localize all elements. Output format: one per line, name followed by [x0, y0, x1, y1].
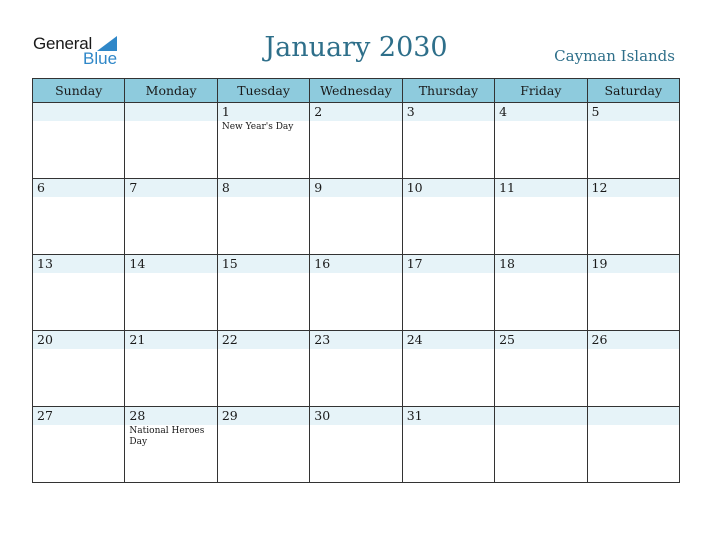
calendar-week-row: [33, 103, 680, 179]
day-number: 31: [406, 408, 423, 423]
calendar-day-cell: [33, 179, 125, 255]
day-number-band: [495, 407, 586, 425]
calendar-day-cell: [33, 103, 125, 179]
country-label: Cayman Islands: [554, 47, 675, 65]
calendar-day-cell: [125, 255, 217, 331]
day-number: 28: [129, 408, 146, 423]
calendar-day-cell: [310, 331, 402, 407]
day-number: 9: [314, 180, 323, 195]
calendar-day-cell: [125, 179, 217, 255]
day-number-band: [125, 255, 216, 273]
day-number-band: [588, 103, 679, 121]
day-number-band: [588, 255, 679, 273]
day-number-band: [33, 255, 124, 273]
day-number-band: [495, 331, 586, 349]
day-number-band: [125, 331, 216, 349]
day-number-band: [403, 331, 494, 349]
weekday-header-sunday: Sunday: [33, 79, 125, 103]
day-number-band: [218, 407, 309, 425]
calendar-day-cell: [587, 407, 679, 483]
day-number: 3: [406, 104, 415, 119]
day-number: 4: [499, 104, 508, 119]
day-number-band: [33, 179, 124, 197]
day-number: 20: [37, 332, 53, 347]
calendar-day-cell: [125, 103, 217, 179]
day-number-band: [495, 103, 586, 121]
day-number: 19: [591, 256, 608, 271]
weekday-header-friday: Friday: [495, 79, 587, 103]
day-number-band: [403, 255, 494, 273]
day-number: 24: [406, 332, 423, 347]
day-number-band: [33, 331, 124, 349]
calendar-week-row: [33, 331, 680, 407]
calendar-day-cell: [587, 331, 679, 407]
calendar-day-cell: [495, 103, 587, 179]
day-number-band: [588, 407, 679, 425]
day-number: 13: [37, 256, 53, 271]
weekday-header-wednesday: Wednesday: [310, 79, 402, 103]
day-number-band: [125, 407, 216, 425]
day-number-band: [33, 103, 124, 121]
calendar-day-cell: [495, 179, 587, 255]
day-number-band: [495, 255, 586, 273]
day-number-band: [310, 179, 401, 197]
day-number-band: [403, 103, 494, 121]
logo-text-blue: Blue: [83, 49, 118, 68]
day-number: 12: [591, 180, 608, 195]
day-number-band: [403, 179, 494, 197]
calendar-day-cell: [310, 255, 402, 331]
day-number-band: [310, 407, 401, 425]
day-number: 14: [129, 256, 146, 271]
weekday-header-saturday: Saturday: [587, 79, 679, 103]
calendar-day-cell: [587, 179, 679, 255]
logo-text-general: General: [33, 34, 93, 53]
day-number: 30: [314, 408, 331, 423]
day-number-band: [310, 103, 401, 121]
day-number-band: [218, 331, 309, 349]
day-number: 7: [129, 180, 138, 195]
day-number-band: [125, 103, 216, 121]
calendar-day-cell: [217, 255, 309, 331]
day-number-band: [310, 255, 401, 273]
calendar-day-cell: [217, 103, 309, 179]
calendar-day-cell: [217, 179, 309, 255]
day-number-band: [218, 255, 309, 273]
day-number: 25: [499, 332, 516, 347]
day-number-band: [588, 179, 679, 197]
day-number: 18: [499, 256, 516, 271]
day-number: 2: [314, 104, 323, 119]
day-number: 27: [37, 408, 53, 423]
calendar-week-row: [33, 179, 680, 255]
calendar-week-row: [33, 255, 680, 331]
page-title: January 2030: [264, 32, 448, 63]
day-number-band: [403, 407, 494, 425]
day-number: 21: [129, 332, 146, 347]
day-number: 17: [406, 256, 423, 271]
calendar-day-cell: [402, 103, 494, 179]
calendar-day-cell: [310, 407, 402, 483]
calendar-day-cell: [587, 103, 679, 179]
calendar-day-cell: [310, 103, 402, 179]
calendar-grid: [32, 78, 680, 483]
weekday-header-monday: Monday: [125, 79, 217, 103]
day-number-band: [588, 331, 679, 349]
calendar-day-cell: [33, 255, 125, 331]
holiday-label: National Heroes Day: [129, 426, 205, 447]
weekday-header-tuesday: Tuesday: [217, 79, 309, 103]
calendar-day-cell: [402, 255, 494, 331]
day-number-band: [495, 179, 586, 197]
day-number: 8: [221, 180, 230, 195]
calendar-day-cell: [495, 255, 587, 331]
calendar-day-cell: [310, 179, 402, 255]
calendar-day-cell: [33, 407, 125, 483]
day-number: 23: [314, 332, 331, 347]
calendar-week-row: [33, 407, 680, 483]
calendar-day-cell: [402, 407, 494, 483]
calendar-day-cell: [402, 331, 494, 407]
day-number-band: [33, 407, 124, 425]
calendar-day-cell: [495, 407, 587, 483]
day-number-band: [218, 179, 309, 197]
day-number-band: [218, 103, 309, 121]
weekday-header-row: [33, 79, 680, 103]
day-number: 11: [499, 180, 516, 195]
day-number: 22: [221, 332, 238, 347]
day-number: 26: [591, 332, 608, 347]
calendar-day-cell: [125, 407, 217, 483]
day-number: 6: [37, 180, 45, 195]
calendar-day-cell: [402, 179, 494, 255]
day-number: 10: [406, 180, 423, 195]
day-number: 29: [221, 408, 238, 423]
calendar-day-cell: [217, 331, 309, 407]
calendar-day-cell: [587, 255, 679, 331]
calendar-day-cell: [495, 331, 587, 407]
day-number-band: [310, 331, 401, 349]
day-number: 16: [314, 256, 331, 271]
calendar-day-cell: [217, 407, 309, 483]
calendar-day-cell: [33, 331, 125, 407]
weekday-header-thursday: Thursday: [402, 79, 494, 103]
day-number: 15: [221, 256, 238, 271]
day-number-band: [125, 179, 216, 197]
day-number: 5: [591, 104, 600, 119]
calendar-day-cell: [125, 331, 217, 407]
holiday-label: New Year's Day: [221, 122, 294, 132]
day-number: 1: [221, 104, 230, 119]
